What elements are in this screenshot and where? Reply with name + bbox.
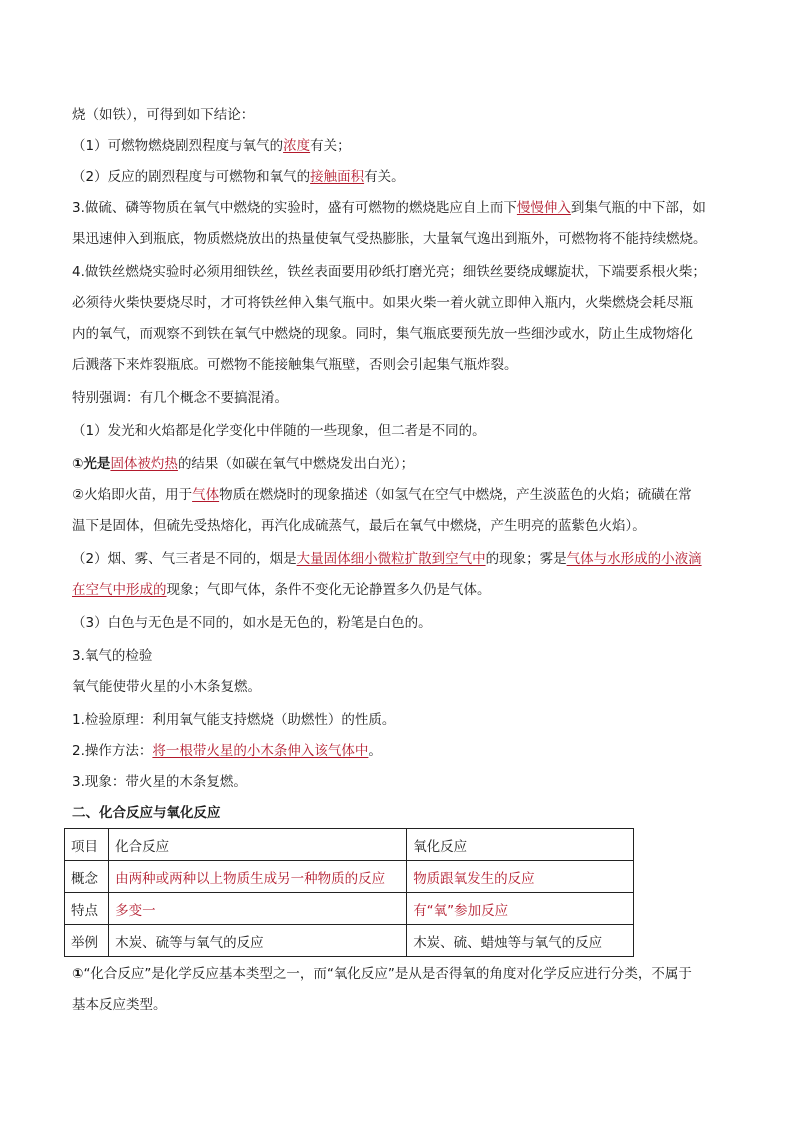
text-segment: 内的氧气，而观察不到铁在氧气中燃烧的现象。同时，集气瓶底要预先放一些细沙或水，防止生成物熔化 bbox=[72, 326, 693, 342]
text-segment: 氧气能使带火星的小木条复燃。 bbox=[72, 679, 261, 695]
oxidation-cell: 物质跟氧发生的反应 bbox=[407, 861, 634, 893]
text-line bbox=[72, 136, 351, 156]
text-line bbox=[72, 388, 288, 408]
highlighted-text: 在空气中形成的 bbox=[72, 582, 167, 598]
text-line bbox=[72, 167, 405, 187]
highlighted-text: 慢慢伸入 bbox=[516, 200, 571, 216]
text-line bbox=[72, 677, 261, 697]
text-line bbox=[72, 772, 247, 792]
table-row bbox=[65, 893, 634, 925]
text-line bbox=[72, 485, 692, 505]
table-row bbox=[65, 925, 634, 957]
text-line bbox=[72, 324, 693, 344]
text-segment: 到集气瓶的中下部，如 bbox=[570, 200, 706, 216]
text-segment: 二、化合反应与氧化反应 bbox=[72, 805, 221, 821]
highlighted-text: 接触面积 bbox=[310, 169, 365, 185]
text-segment: 温下是固体，但硫先受热熔化，再汽化成硫蒸气，最后在氧气中燃烧，产生明亮的蓝紫色火焰）。 bbox=[72, 518, 646, 534]
combination-cell: 多变一 bbox=[109, 893, 407, 925]
text-segment: ①光是 bbox=[72, 456, 111, 472]
text-segment: 的结果（如碳在氧气中燃烧发出白光）； bbox=[177, 456, 415, 472]
highlighted-text: 固体被灼热 bbox=[110, 456, 178, 472]
text-segment: 3.现象：带火星的木条复燃。 bbox=[72, 774, 247, 790]
table-header-row bbox=[65, 829, 634, 861]
highlighted-text: 气体与水形成的小液滴 bbox=[566, 551, 702, 567]
text-line bbox=[72, 741, 382, 761]
oxidation-cell: 木炭、硫、蜡烛等与氧气的反应 bbox=[407, 925, 634, 957]
text-segment: 果迅速伸入到瓶底，物质燃烧放出的热量使氧气受热膨胀，大量氧气逸出到瓶外，可燃物将不能持续燃烧。 bbox=[72, 231, 707, 247]
header-cell-combination: 化合反应 bbox=[109, 829, 407, 861]
text-segment: 4.做铁丝燃烧实验时必须用细铁丝，铁丝表面要用砂纸打磨光亮；细铁丝要绕成螺旋状，下端要系根火柴； bbox=[72, 264, 706, 280]
text-segment: 。 bbox=[368, 743, 382, 759]
text-segment: 有关。 bbox=[364, 169, 405, 185]
text-segment: （1）可燃物燃烧剧烈程度与氧气的 bbox=[72, 138, 284, 154]
text-segment: 2.操作方法： bbox=[72, 743, 153, 759]
highlighted-text: 大量固体细小微粒扩散到空气中 bbox=[296, 551, 486, 567]
text-segment: 基本反应类型。 bbox=[72, 997, 167, 1013]
comparison-table bbox=[64, 828, 634, 957]
highlighted-text: 气体 bbox=[192, 487, 220, 503]
text-segment: 后溅落下来炸裂瓶底。可燃物不能接触集气瓶壁，否则会引起集气瓶炸裂。 bbox=[72, 357, 518, 373]
text-line bbox=[72, 710, 395, 730]
text-segment: ① bbox=[72, 966, 84, 982]
text-segment: 必须待火柴快要烧尽时，才可将铁丝伸入集气瓶中。如果火柴一着火就立即伸入瓶内，火柴燃烧会耗尽瓶 bbox=[72, 295, 693, 311]
text-line bbox=[72, 421, 486, 441]
text-line bbox=[72, 646, 152, 666]
header-cell-oxidation: 氧化反应 bbox=[407, 829, 634, 861]
text-segment: 3.做硫、磷等物质在氧气中燃烧的实验时，盛有可燃物的燃烧匙应自上而下 bbox=[72, 200, 517, 216]
text-line bbox=[72, 613, 432, 633]
text-line bbox=[72, 262, 706, 282]
header-cell-item: 项目 bbox=[65, 829, 109, 861]
row-label: 举例 bbox=[65, 925, 109, 957]
oxidation-cell: 有“氧”参加反应 bbox=[407, 893, 634, 925]
row-label: 概念 bbox=[65, 861, 109, 893]
text-line bbox=[72, 454, 414, 474]
highlighted-text: 浓度 bbox=[283, 138, 311, 154]
text-line bbox=[72, 198, 706, 218]
text-segment: （2）烟、雾、气三者是不同的，烟是 bbox=[72, 551, 297, 567]
table-row bbox=[65, 861, 634, 893]
text-segment: （3）白色与无色是不同的，如水是无色的，粉笔是白色的。 bbox=[72, 615, 432, 631]
text-segment: 3.氧气的检验 bbox=[72, 648, 153, 664]
combination-cell: 由两种或两种以上物质生成另一种物质的反应 bbox=[109, 861, 407, 893]
text-segment: 特别强调：有几个概念不要搞混淆。 bbox=[72, 390, 288, 406]
text-segment: （1）发光和火焰都是化学变化中伴随的一些现象，但二者是不同的。 bbox=[72, 423, 486, 439]
text-segment: （2）反应的剧烈程度与可燃物和氧气的 bbox=[72, 169, 311, 185]
note-line bbox=[72, 964, 692, 984]
text-line bbox=[72, 105, 254, 125]
text-line bbox=[72, 516, 646, 536]
highlighted-text: 将一根带火星的小木条伸入该气体中 bbox=[152, 743, 369, 759]
text-line bbox=[72, 293, 693, 313]
combination-cell: 木炭、硫等与氧气的反应 bbox=[109, 925, 407, 957]
text-segment: 现象；气即气体，条件不变化无论静置多久仍是气体。 bbox=[166, 582, 491, 598]
row-label: 特点 bbox=[65, 893, 109, 925]
text-line bbox=[72, 355, 518, 375]
note-line bbox=[72, 995, 167, 1015]
text-segment: 物质在燃烧时的现象描述（如氢气在空气中燃烧，产生淡蓝色的火焰；硫磺在常 bbox=[219, 487, 692, 503]
text-line bbox=[72, 549, 702, 569]
text-line bbox=[72, 229, 707, 249]
text-segment: 有关； bbox=[310, 138, 351, 154]
text-line bbox=[72, 803, 221, 823]
text-segment: “化合反应”是化学反应基本类型之一，而“氧化反应”是从是否得氧的角度对化学反应进行分类，不属于 bbox=[83, 966, 692, 982]
text-segment: 烧（如铁），可得到如下结论： bbox=[72, 107, 255, 123]
text-segment: 1.检验原理：利用氧气能支持燃烧（助燃性）的性质。 bbox=[72, 712, 396, 728]
text-line bbox=[72, 580, 491, 600]
text-segment: ②火焰即火苗，用于 bbox=[72, 487, 193, 503]
text-segment: 的现象；雾是 bbox=[485, 551, 567, 567]
